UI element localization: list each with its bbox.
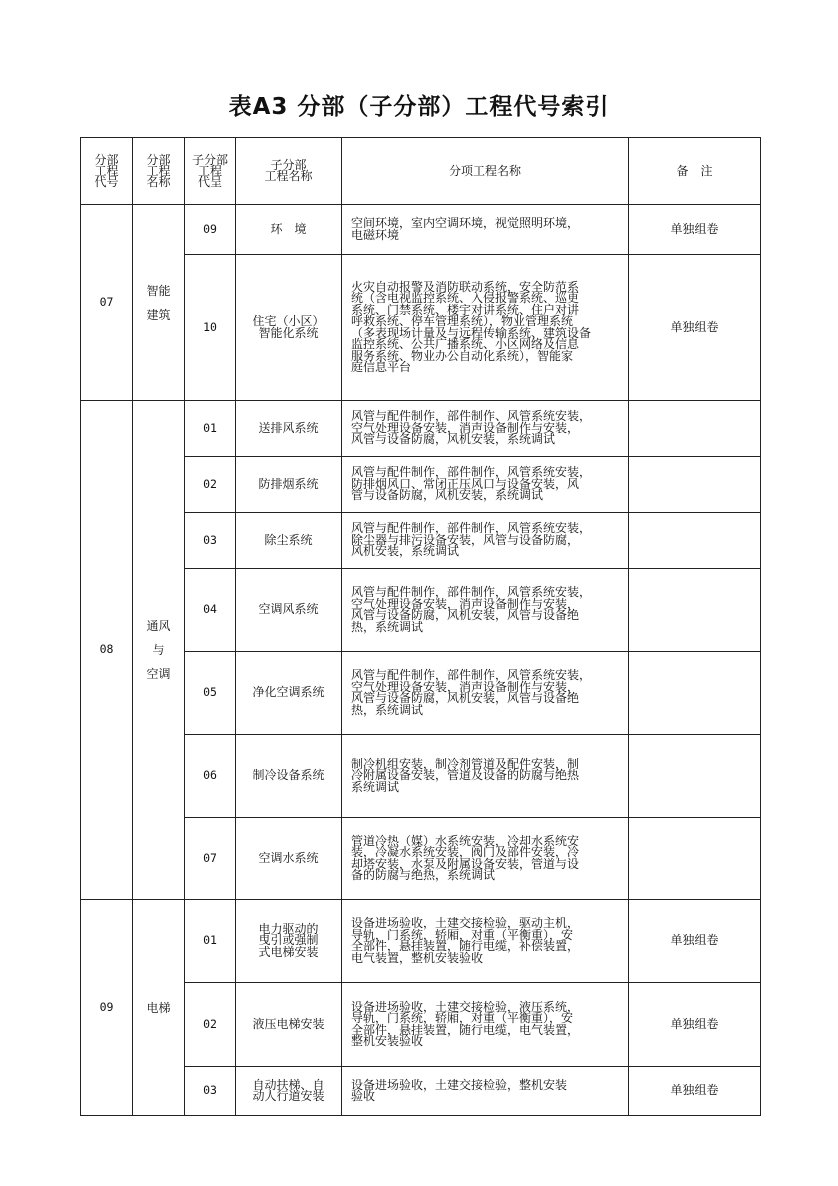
division-name: 通风 与 空调	[133, 401, 185, 900]
subdivision-name: 空调风系统	[236, 569, 342, 652]
table-row	[81, 205, 761, 255]
note: 单独组卷	[629, 255, 761, 401]
subdivision-name: 液压电梯安装	[236, 983, 342, 1067]
note: 单独组卷	[629, 205, 761, 255]
note	[629, 818, 761, 900]
subdivision-code: 05	[185, 652, 236, 735]
note: 单独组卷	[629, 1067, 761, 1116]
item-names: 火灾自动报警及消防联动系统，安全防范系 统（含电视监控系统、入侵报警系统、巡更 系统、门禁系统、楼宇对讲系统、住户对讲 呼救系统、停车管理系统），物业管理系统 （多表现场计量及与远程传输系统、建筑设备 监控系统、公共广播系统、小区网络及信息 服务系统、物业办公自动化系统），智能家 庭信息平台	[342, 255, 629, 401]
subdivision-name: 空调水系统	[236, 818, 342, 900]
header-subdivision-code: 子分部 工程 代呈	[185, 138, 236, 205]
subdivision-code: 02	[185, 983, 236, 1067]
note: 单独组卷	[629, 900, 761, 983]
subdivision-name: 除尘系统	[236, 513, 342, 569]
note: 单独组卷	[629, 983, 761, 1067]
subdivision-code: 06	[185, 735, 236, 818]
subdivision-name: 自动扶梯、自 动人行道安装	[236, 1067, 342, 1116]
subdivision-name: 净化空调系统	[236, 652, 342, 735]
subdivision-name: 住宅（小区） 智能化系统	[236, 255, 342, 401]
table-row	[81, 401, 761, 457]
item-names: 设备进场验收，土建交接检验，驱动主机， 导轨，门系统，轿厢，对重（平衡重），安 全部件，悬挂装置，随行电缆，补偿装置， 电气装置，整机安装验收	[342, 900, 629, 983]
division-code: 07	[81, 205, 133, 401]
subdivision-code: 02	[185, 457, 236, 513]
subdivision-code: 03	[185, 513, 236, 569]
subdivision-code: 01	[185, 401, 236, 457]
header-row	[81, 138, 761, 205]
header-item-names: 分项工程名称	[342, 138, 629, 205]
header-subdivision-name: 子分部 工程名称	[236, 138, 342, 205]
note	[629, 513, 761, 569]
item-names: 设备进场验收，土建交接检验，整机安装 验收	[342, 1067, 629, 1116]
division-name: 智能 建筑	[133, 205, 185, 401]
subdivision-name: 环 境	[236, 205, 342, 255]
division-code: 09	[81, 900, 133, 1116]
note	[629, 735, 761, 818]
header-notes: 备 注	[629, 138, 761, 205]
item-names: 制冷机组安装，制冷剂管道及配件安装，制 冷附属设备安装，管道及设备的防腐与绝热 系统调试	[342, 735, 629, 818]
item-names: 风管与配件制作，部件制作，风管系统安装， 除尘器与排污设备安装，风管与设备防腐， 风机安装，系统调试	[342, 513, 629, 569]
item-names: 风管与配件制作，部件制作、风管系统安装， 空气处理设备安装，消声设备制作与安装， 风管与设备防腐，风机安装，系统调试	[342, 401, 629, 457]
division-code: 08	[81, 401, 133, 900]
item-names: 空间环境，室内空调环境，视觉照明环境， 电磁环境	[342, 205, 629, 255]
page-title: 表A3 分部（子分部）工程代号索引	[228, 94, 610, 120]
subdivision-code: 04	[185, 569, 236, 652]
subdivision-code: 09	[185, 205, 236, 255]
item-names: 管道冷热（媒）水系统安装，冷却水系统安 装，冷凝水系统安装，阀门及部件安装，冷 却塔安装，水泵及附属设备安装，管道与设 备的防腐与绝热，系统调试	[342, 818, 629, 900]
index-table	[80, 137, 761, 1116]
subdivision-name: 电力驱动的 曳引或强制 式电梯安装	[236, 900, 342, 983]
subdivision-code: 07	[185, 818, 236, 900]
subdivision-code: 10	[185, 255, 236, 401]
header-division-name: 分部 工程 名称	[133, 138, 185, 205]
note	[629, 401, 761, 457]
subdivision-code: 01	[185, 900, 236, 983]
item-names: 风管与配件制作，部件制作，风管系统安装， 空气处理设备安装，消声设备制作与安装， 风管与设备防腐，风机安装，风管与设备绝 热，系统调试	[342, 569, 629, 652]
item-names: 设备进场验收，土建交接检验，液压系统， 导轨，门系统，轿厢，对重（平衡重），安 全部件，悬挂装置，随行电缆，电气装置， 整机安装验收	[342, 983, 629, 1067]
note	[629, 457, 761, 513]
note	[629, 569, 761, 652]
subdivision-code: 03	[185, 1067, 236, 1116]
subdivision-name: 送排风系统	[236, 401, 342, 457]
subdivision-name: 制冷设备系统	[236, 735, 342, 818]
item-names: 风管与配件制作，部件制作，风管系统安装， 防排烟风口、常闭正压风口与设备安装，风 管与设备防腐，风机安装，系统调试	[342, 457, 629, 513]
table-row	[81, 900, 761, 983]
item-names: 风管与配件制作，部件制作，风管系统安装， 空气处理设备安装，消声设备制作与安装， 风管与设备防腐，风机安装，风管与设备绝 热，系统调试	[342, 652, 629, 735]
note	[629, 652, 761, 735]
division-name: 电梯	[133, 900, 185, 1116]
header-division-code: 分部 工程 代号	[81, 138, 133, 205]
subdivision-name: 防排烟系统	[236, 457, 342, 513]
